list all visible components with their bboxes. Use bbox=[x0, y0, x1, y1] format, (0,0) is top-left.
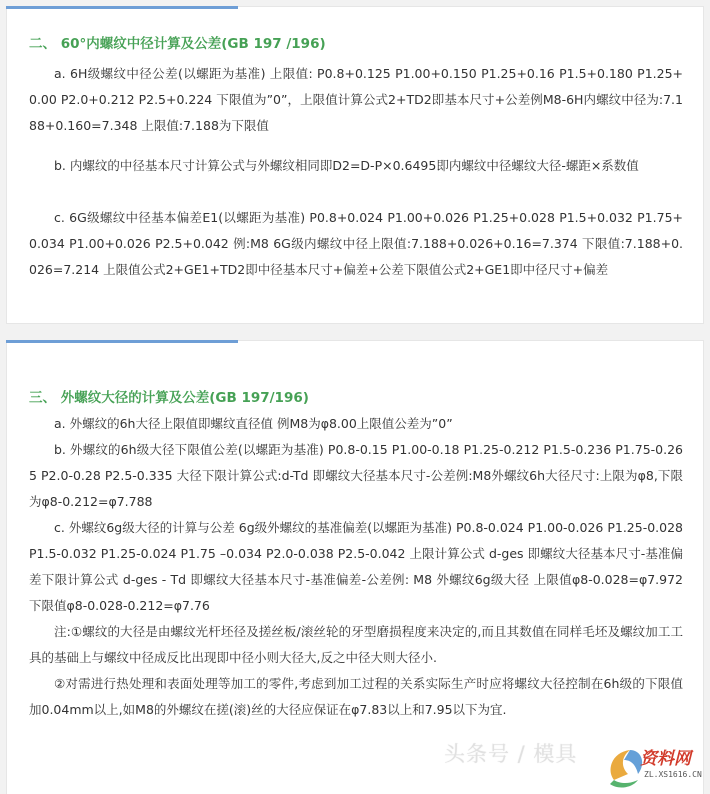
section-card-outer-thread bbox=[6, 340, 704, 794]
logo-swirl-icon bbox=[610, 750, 642, 787]
section-title: 二、 60°内螺纹中径计算及公差(GB 197 /196) bbox=[29, 36, 326, 52]
section-card-inner-thread bbox=[6, 6, 704, 324]
paragraph-c: c. 外螺纹6g级大径的计算与公差 6g级外螺纹的基准偏差(以螺距为基准) P0.8-0.024 P1.00-0.026 P1.25-0.028 P1.5-0.032 P1.25-0.024 P1.75 –0.034 P2.0-0.038 P2.5-0.042 上限计算公式 d-ges 即螺纹大径基本尺寸-基准偏差下限计算公式 d-ges - Td 即螺纹大径基本尺寸-基准偏差-公差例: M8 外螺纹6g级大径 上限值φ8-0.028=φ7.972 下限值φ8-0.028-0.212=φ7.76 bbox=[29, 520, 683, 613]
paragraph-a: a. 6H级螺纹中径公差(以螺距为基准) 上限值: P0.8+0.125 P1.00+0.150 P1.25+0.16 P1.5+0.180 P1.25+0.00 P2.0+0.212 P2.5+0.224 下限值为”0”，上限值计算公式2+TD2即基本尺寸+公差例M8-6H内螺纹中径为:7.188+0.160=7.348 上限值:7.188为下限值 bbox=[29, 66, 683, 133]
logo-subtext: ZL.XS1616.CN bbox=[644, 770, 702, 779]
note-paragraph-1: 注:①螺纹的大径是由螺纹光杆坯径及搓丝板/滚丝轮的牙型磨损程度来决定的,而且其数值在同样毛坯及螺纹加工工具的基础上与螺纹中径成反比出现即中径小则大径大,反之中径大则大径小. bbox=[29, 624, 683, 665]
logo-text: 资料网 bbox=[640, 749, 691, 769]
card-accent-bar bbox=[6, 6, 238, 9]
card-accent-bar bbox=[6, 340, 238, 343]
watermark-text: 头条号 / 模具 bbox=[444, 742, 578, 766]
note-paragraph-2: ②对需进行热处理和表面处理等加工的零件,考虑到加工过程的关系实际生产时应将螺纹大径控制在6h级的下限值加0.04mm以上,如M8的外螺纹在搓(滚)丝的大径应保证在φ7.83以上和7.95以下为宜. bbox=[29, 676, 683, 717]
section-title: 三、 外螺纹大径的计算及公差(GB 197/196) bbox=[29, 390, 309, 406]
paragraph-c: c. 6G级螺纹中径基本偏差E1(以螺距为基准) P0.8+0.024 P1.00+0.026 P1.25+0.028 P1.5+0.032 P1.75+0.034 P1.00+0.026 P2.5+0.042 例:M8 6G级内螺纹中径上限值:7.188+0.026+0.16=7.374 下限值:7.188+0.026=7.214 上限值公式2+GE1+TD2即中径基本尺寸+偏差+公差下限值公式2+GE1即中径尺寸+偏差 bbox=[29, 210, 683, 277]
paragraph-a: a. 外螺纹的6h大径上限值即螺纹直径值 例M8为φ8.00上限值公差为”0” bbox=[54, 416, 453, 431]
paragraph-b: b. 内螺纹的中径基本尺寸计算公式与外螺纹相同即D2=D-P×0.6495即内螺纹中径螺纹大径-螺距×系数值 bbox=[54, 158, 639, 173]
paragraph-b: b. 外螺纹的6h级大径下限值公差(以螺距为基准) P0.8-0.15 P1.00-0.18 P1.25-0.212 P1.5-0.236 P1.75-0.265 P2.0-0.28 P2.5-0.335 大径下限计算公式:d-Td 即螺纹大径基本尺寸-公差例:M8外螺纹6h大径尺寸:上限为φ8,下限为φ8-0.212=φ7.788 bbox=[29, 442, 683, 509]
